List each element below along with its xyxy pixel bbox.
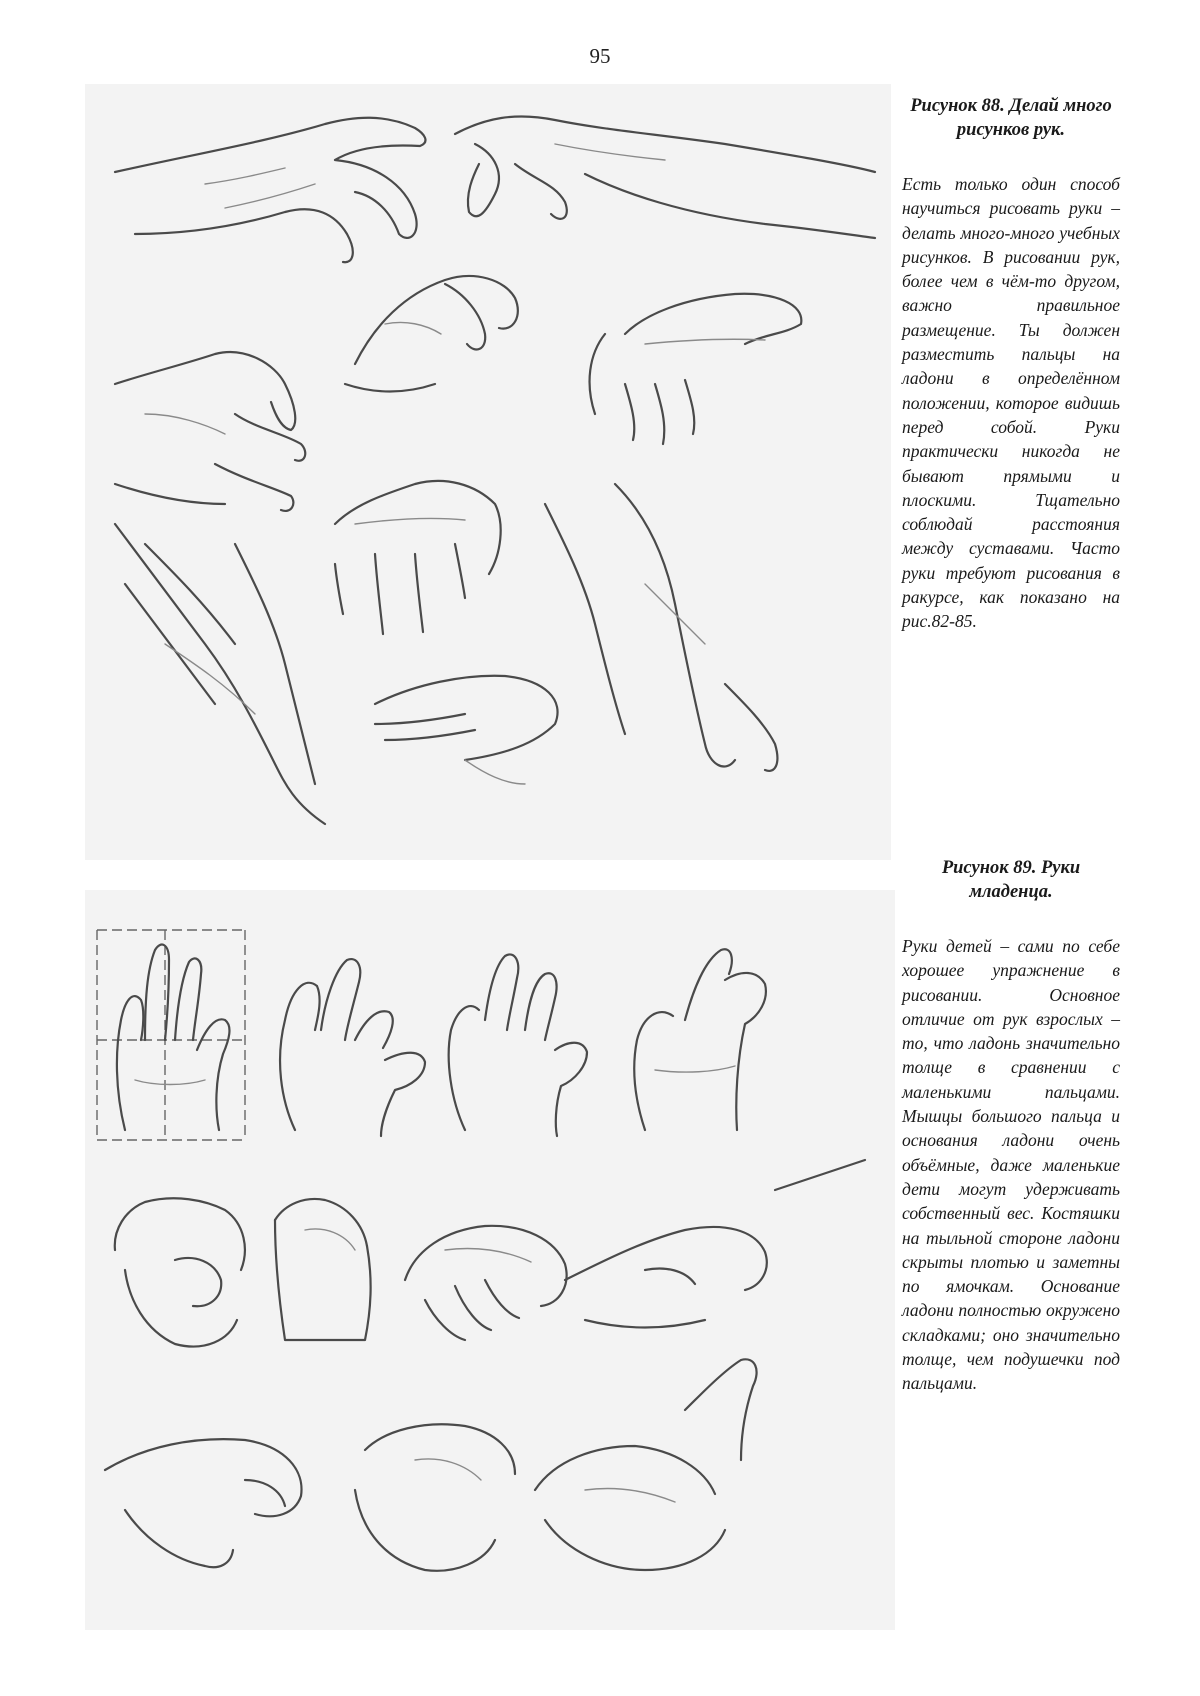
sketch-hand-bottom-left: [115, 524, 325, 824]
baby-hand-row2-1: [115, 1198, 245, 1346]
figure-88-illustration: [85, 84, 891, 860]
sketch-hand-top-right: [455, 116, 875, 238]
sketch-hand-bottom-center: [375, 676, 558, 784]
caption-figure-89: [902, 856, 1120, 1396]
figure-89-illustration: [85, 890, 895, 1630]
figure-88-title: Рисунок 88. Делай много рисунков рук.: [910, 96, 1112, 140]
figure-89-title: Рисунок 89. Руки младенца.: [941, 858, 1081, 902]
baby-hand-row1-3: [449, 954, 587, 1136]
figure-88-text: Есть только один способ научиться рисовать руки – делать много-много учебных рисунков. В рисовании рук, более чем в чём-то другом, важно правильное размещение. Ты должен разместить пальцы на ладони в определённом положении, которое видишь перед собой. Руки практически никогда не бывают прямыми и плоскими. Тщательно соблюдай расстояния между суставами. Часто руки требуют рисования в ракурсе, как показано на рис.82-85.: [902, 174, 1120, 632]
sketch-hand-center: [345, 276, 518, 391]
baby-hand-row1-1: [117, 945, 230, 1130]
page-number: 95: [589, 44, 611, 68]
baby-hand-row1-4: [634, 949, 766, 1130]
baby-hand-row3-2: [355, 1424, 515, 1570]
figure-89-text: Руки детей – сами по себе хорошее упражнение в рисовании. Основное отличие от рук взрослых – то, что ладонь значительно толще в сравнении с маленькими пальцами. Мышцы большого пальца и основания ладони очень объёмные, даже маленькие дети могут удерживать собственный вес. Костяшки на тыльной стороне ладони скрыты плотью и заметны по ямочкам. Основание ладони полностью окружено складками; оно значительно толще, чем подушечки под пальцами.: [902, 936, 1120, 1394]
baby-hand-row2-4: [565, 1160, 865, 1328]
sketch-hand-center-bottom: [335, 481, 501, 634]
baby-hand-row3-1: [105, 1439, 302, 1567]
sketch-hand-middle-right: [590, 294, 802, 444]
caption-figure-88: [902, 94, 1120, 634]
adult-hands-sketches: [85, 84, 891, 860]
sketch-hand-bottom-right: [545, 484, 777, 771]
sketch-hand-middle-left: [115, 352, 305, 511]
baby-hands-sketches: [85, 890, 895, 1630]
baby-hand-row2-3: [405, 1226, 567, 1340]
sketch-hand-top-left: [115, 118, 425, 262]
baby-hand-row2-2: [275, 1199, 371, 1340]
baby-hand-row1-2: [280, 959, 425, 1136]
baby-hand-row3-3: [535, 1359, 757, 1570]
